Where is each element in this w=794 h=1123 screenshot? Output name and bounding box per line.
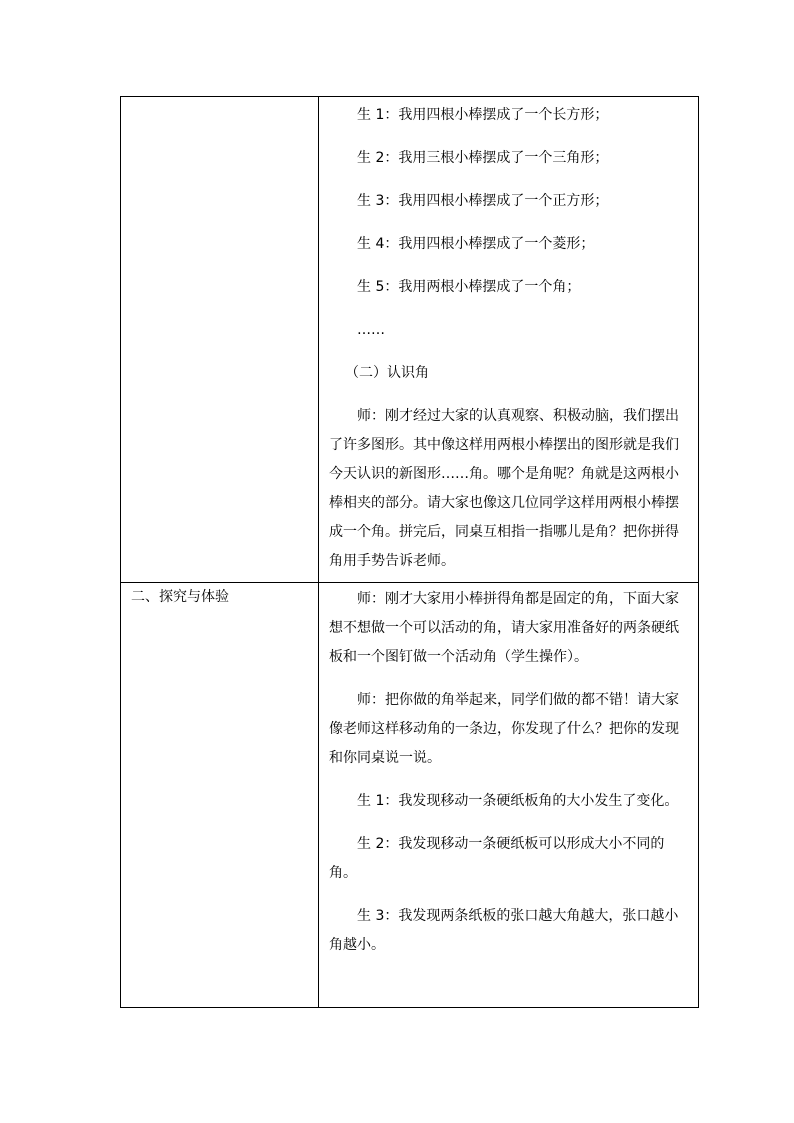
paragraph: 生 2：我发现移动一条硬纸板可以形成大小不同的角。 [329, 836, 665, 881]
stage-label [121, 97, 318, 99]
section-heading: （二）认识角 [345, 365, 429, 381]
paragraph: …… [357, 322, 385, 338]
lesson-plan-table [120, 96, 699, 1008]
content-cell [319, 97, 699, 583]
paragraph: 生 3：我用四根小棒摆成了一个正方形； [357, 193, 609, 209]
stage-cell [121, 97, 319, 583]
stage-label: 二、探究与体验 [131, 589, 229, 605]
paragraph: 生 2：我用三根小棒摆成了一个三角形； [357, 150, 609, 166]
paragraph: 师：刚才大家用小棒拼得角都是固定的角，下面大家想不想做一个可以活动的角，请大家用准备好的两条硬纸板和一个图钉做一个活动角（学生操作）。 [329, 591, 679, 665]
paragraph: 生 5：我用两根小棒摆成了一个角； [357, 279, 581, 295]
paragraph: 生 1：我发现移动一条硬纸板角的大小发生了变化。 [357, 793, 679, 809]
table-row [121, 97, 699, 583]
content-cell [319, 583, 699, 1008]
paragraph: 生 3：我发现两条纸板的张口越大角越大，张口越小角越小。 [329, 908, 679, 953]
paragraph: 师：刚才经过大家的认真观察、积极动脑，我们摆出了许多图形。其中像这样用两根小棒摆出的图形就是我们今天认识的新图形……角。哪个是角呢？角就是这两根小棒相夹的部分。请大家也像这几位同学这样用两根小棒摆成一个角。拼完后，同桌互相指一指哪儿是角？把你拼得角用手势告诉老师。 [329, 408, 679, 569]
paragraph: 生 1：我用四根小棒摆成了一个长方形； [357, 107, 609, 123]
table-row [121, 583, 699, 1008]
paragraph: 生 4：我用四根小棒摆成了一个菱形； [357, 236, 595, 252]
stage-cell [121, 583, 319, 1008]
paragraph: 师：把你做的角举起来，同学们做的都不错！请大家像老师这样移动角的一条边，你发现了什么？把你的发现和你同桌说一说。 [329, 692, 679, 766]
